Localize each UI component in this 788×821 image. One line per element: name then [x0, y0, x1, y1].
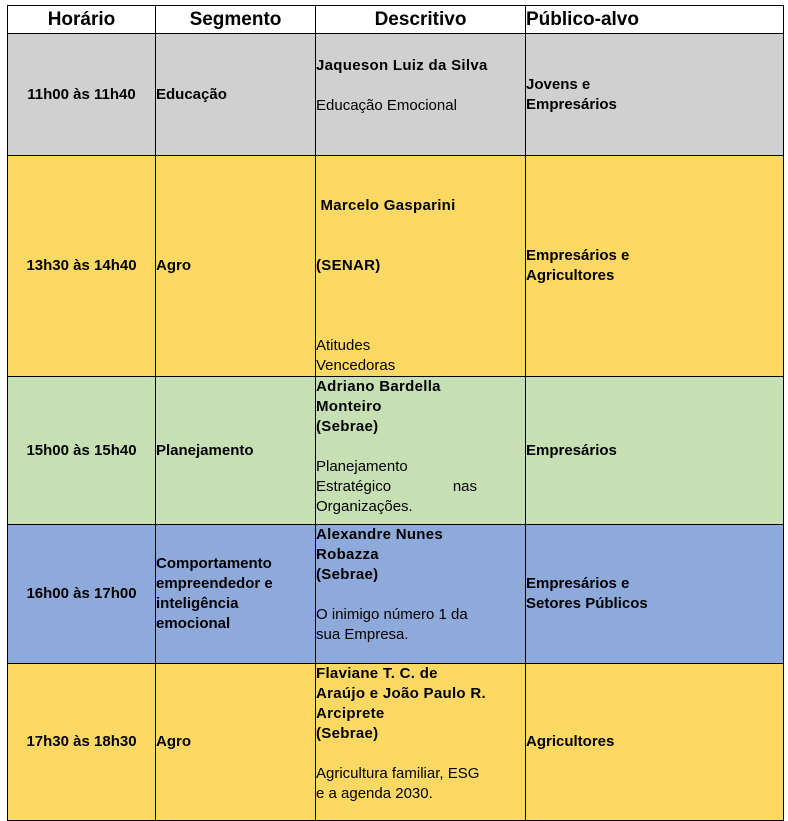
- segment-cell: Agro: [156, 156, 316, 377]
- header-horario: Horário: [8, 6, 156, 34]
- audience-cell: [526, 525, 784, 664]
- topic-line: Educação Emocional: [316, 97, 457, 114]
- speaker-line: Arciprete: [316, 705, 385, 722]
- topic-line: Vencedoras: [316, 357, 396, 374]
- speaker-line: Jaqueson Luiz da Silva: [316, 57, 488, 74]
- header-row: [8, 6, 784, 34]
- audience-line: Agricultores: [526, 267, 615, 284]
- table-row: [8, 377, 784, 525]
- topic-line: Agricultura familiar, ESG: [316, 765, 480, 782]
- talk-topic: [316, 764, 525, 804]
- speaker-name: [316, 664, 525, 744]
- speaker-line: (Sebrae): [316, 418, 379, 435]
- header-descritivo: Descritivo: [316, 6, 526, 34]
- description-cell: [316, 525, 526, 664]
- speaker-line: (Sebrae): [316, 725, 379, 742]
- segment-cell: [156, 525, 316, 664]
- table-row: [8, 525, 784, 664]
- speaker-line: Marcelo Gasparini: [316, 197, 456, 214]
- audience-line: Empresários: [526, 441, 617, 459]
- segment-cell: Planejamento: [156, 377, 316, 525]
- speaker-name: [316, 525, 525, 585]
- header-segmento: Segmento: [156, 6, 316, 34]
- speaker-line: Alexandre Nunes: [316, 526, 444, 543]
- talk-topic: [316, 605, 525, 645]
- header-publico-alvo: Público-alvo: [526, 6, 784, 34]
- schedule-table: [7, 5, 784, 821]
- topic-line: O inimigo número 1 da: [316, 606, 468, 623]
- topic-line: sua Empresa.: [316, 626, 409, 643]
- table-row: [8, 156, 784, 377]
- topic-word: Estratégico: [316, 478, 392, 495]
- table-row: [8, 664, 784, 821]
- speaker-name: [316, 56, 525, 76]
- description-cell: [316, 664, 526, 821]
- speaker-line: (Sebrae): [316, 566, 379, 583]
- speaker-line: Flaviane T. C. de: [316, 665, 438, 682]
- time-cell: 13h30 às 14h40: [8, 156, 156, 377]
- speaker-line: Adriano Bardella: [316, 378, 441, 395]
- segment-cell: Agro: [156, 664, 316, 821]
- topic-word: nas: [452, 478, 477, 495]
- description-cell: [316, 156, 526, 377]
- topic-line: Atitudes: [316, 337, 371, 354]
- topic-line-justified: [316, 477, 525, 497]
- audience-cell: [526, 156, 784, 377]
- audience-cell: [526, 34, 784, 156]
- time-cell: 16h00 às 17h00: [8, 525, 156, 664]
- segment-line: empreendedor e: [156, 575, 273, 592]
- topic-line: Planejamento: [316, 458, 408, 475]
- speaker-line: (SENAR): [316, 257, 381, 274]
- talk-topic: [316, 336, 525, 376]
- audience-line: Setores Públicos: [526, 595, 648, 612]
- table-row: [8, 34, 784, 156]
- audience-cell: [526, 377, 784, 525]
- time-cell: 11h00 às 11h40: [8, 34, 156, 156]
- segment-line: Comportamento: [156, 555, 272, 572]
- audience-cell: [526, 664, 784, 821]
- topic-line: e a agenda 2030.: [316, 785, 433, 802]
- segment-cell: Educação: [156, 34, 316, 156]
- talk-topic: [316, 96, 525, 116]
- speaker-name: [316, 377, 525, 437]
- audience-line: Jovens e: [526, 75, 591, 93]
- segment-line: emocional: [156, 615, 231, 632]
- audience-line: Agricultores: [526, 733, 615, 750]
- audience-line: Empresários e: [526, 575, 630, 592]
- topic-line: Organizações.: [316, 498, 413, 515]
- speaker-line: Robazza: [316, 546, 379, 563]
- segment-line: inteligência: [156, 595, 239, 612]
- speaker-line: Araújo e João Paulo R.: [316, 685, 486, 702]
- time-cell: 15h00 às 15h40: [8, 377, 156, 525]
- talk-topic: [316, 457, 525, 517]
- speaker-line: Monteiro: [316, 398, 382, 415]
- audience-line: Empresários e: [526, 247, 630, 264]
- description-cell: [316, 377, 526, 525]
- time-cell: 17h30 às 18h30: [8, 664, 156, 821]
- speaker-name: [316, 156, 525, 316]
- audience-line: Empresários: [526, 95, 617, 113]
- description-cell: [316, 34, 526, 156]
